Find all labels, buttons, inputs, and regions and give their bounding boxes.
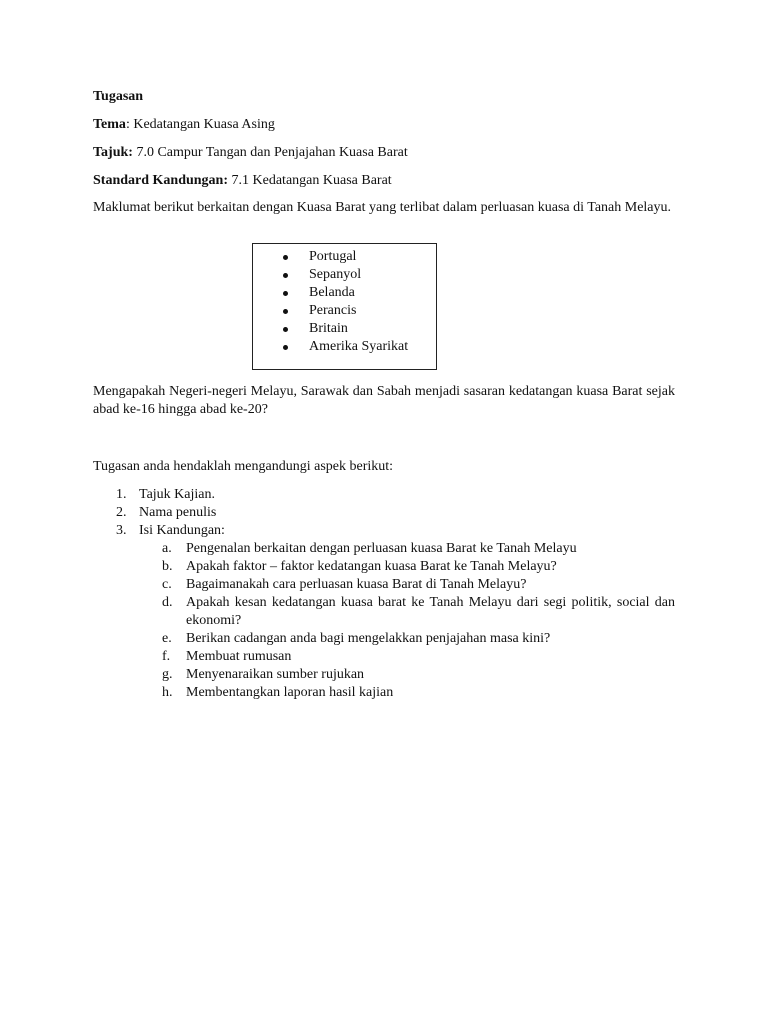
tema-line <box>93 116 275 134</box>
bullet-icon <box>283 327 288 332</box>
page-title: Tugasan <box>93 89 144 104</box>
question-paragraph: Mengapakah Negeri-negeri Melayu, Sarawak dan Sabah menjadi sasaran kedatangan kuasa Barat sejak abad ke-16 hingga abad ke-20? <box>93 384 675 417</box>
western-powers-box <box>252 243 437 370</box>
content-letter: h. <box>162 685 173 700</box>
content-letter: c. <box>162 577 172 592</box>
aspect-text: Nama penulis <box>139 505 217 520</box>
aspect-number: 1. <box>116 487 127 502</box>
power-name: Britain <box>309 321 348 336</box>
content-text: Bagaimanakah cara perluasan kuasa Barat di Tanah Melayu? <box>186 577 527 592</box>
content-letter: a. <box>162 541 172 556</box>
intro-paragraph: Maklumat berikut berkaitan dengan Kuasa Barat yang terlibat dalam perluasan kuasa di Tanah Melayu. <box>93 200 672 215</box>
standard-kandungan-value: 7.1 Kedatangan Kuasa Barat <box>228 173 392 188</box>
standard-kandungan-line <box>93 172 392 190</box>
aspect-text: Tajuk Kajian. <box>139 487 215 502</box>
power-name: Sepanyol <box>309 267 362 282</box>
aspect-number: 2. <box>116 505 127 520</box>
standard-kandungan-label: Standard Kandungan: <box>93 173 229 188</box>
tema-value: : Kedatangan Kuasa Asing <box>125 117 275 132</box>
bullet-icon <box>283 309 288 314</box>
content-text: Menyenaraikan sumber rujukan <box>186 667 365 682</box>
content-text: Apakah faktor – faktor kedatangan kuasa Barat ke Tanah Melayu? <box>186 559 557 574</box>
task-intro: Tugasan anda hendaklah mengandungi aspek berikut: <box>93 459 394 474</box>
tajuk-label: Tajuk: <box>93 145 133 160</box>
bullet-icon <box>283 273 288 278</box>
tajuk-value: 7.0 Campur Tangan dan Penjajahan Kuasa Barat <box>132 145 408 160</box>
bullet-icon <box>283 345 288 350</box>
power-name: Portugal <box>309 249 357 264</box>
content-letter: e. <box>162 631 172 646</box>
bullet-icon <box>283 255 288 260</box>
power-name: Perancis <box>309 303 357 318</box>
power-name: Amerika Syarikat <box>309 339 409 354</box>
content-letter: g. <box>162 667 173 682</box>
content-text: Membuat rumusan <box>186 649 292 664</box>
aspect-number: 3. <box>116 523 127 538</box>
content-letter: f. <box>162 649 171 664</box>
tema-label: Tema <box>93 117 126 132</box>
content-text: Membentangkan laporan hasil kajian <box>186 685 394 700</box>
bullet-icon <box>283 291 288 296</box>
aspect-text: Isi Kandungan: <box>139 523 225 538</box>
content-letter: b. <box>162 559 173 574</box>
content-text: Berikan cadangan anda bagi mengelakkan penjajahan masa kini? <box>186 631 551 646</box>
content-text: Pengenalan berkaitan dengan perluasan kuasa Barat ke Tanah Melayu <box>186 541 577 556</box>
tajuk-line <box>93 144 408 162</box>
content-text: Apakah kesan kedatangan kuasa barat ke Tanah Melayu dari segi politik, social dan ekonomi? <box>186 595 675 628</box>
power-name: Belanda <box>309 285 355 300</box>
content-letter: d. <box>162 595 173 610</box>
